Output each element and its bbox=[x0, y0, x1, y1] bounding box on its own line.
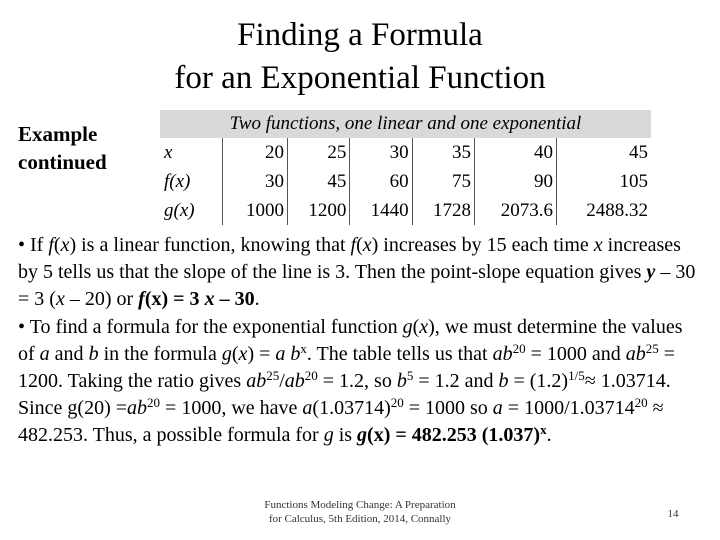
row-label: f(x) bbox=[164, 170, 191, 192]
example-label: Example continued bbox=[18, 122, 107, 174]
bullet-exponential: • To find a formula for the exponential function g(x), we must determine the values of a and b in the formula g(x) = a $b^x$. The table tells us that $ab^{20} = 1000$ and $ab^{25} = 1200$. Taking the ratio gives $ab^{25}/ab^{20} = 1.2$, so $b^5 = 1.2$ and $b = (1.2)^{1/5}\approx 1.03714$. Since $g(20) =ab^{20} = 1000$, we have $a(1.03714)^{20} = 1000$ so $a = 1000/1.03714^{20} \approx 482.253$. Thus, a possible formula for g is g(x) = 482.253 $(1.037)^x$. bbox=[18, 315, 683, 447]
table-cell: 60 bbox=[350, 167, 412, 196]
table-cell: 1200 bbox=[288, 196, 350, 225]
table-cell: 2073.6 bbox=[474, 196, 556, 225]
explanation-text bbox=[18, 232, 702, 450]
table-cell: 105 bbox=[556, 167, 651, 196]
title-line-1: Finding a Formula bbox=[237, 17, 483, 53]
table-cell: 2488.32 bbox=[556, 196, 651, 225]
table-cell: 45 bbox=[556, 138, 651, 167]
footer-line-2: for Calculus, 5th Edition, 2014, Connally bbox=[268, 513, 452, 525]
table-cell: 90 bbox=[474, 167, 556, 196]
page-number: 14 bbox=[667, 508, 679, 520]
table-cell: 40 bbox=[474, 138, 556, 167]
table-cell: 45 bbox=[288, 167, 350, 196]
title-line-2: for an Exponential Function bbox=[174, 60, 546, 96]
table-row-gx bbox=[160, 196, 651, 225]
table-cell: 1728 bbox=[412, 196, 474, 225]
table-cell: 20 bbox=[223, 138, 288, 167]
table-cell: 30 bbox=[223, 167, 288, 196]
table-cell: 35 bbox=[412, 138, 474, 167]
table-cell: 75 bbox=[412, 167, 474, 196]
bullet-linear: • If f(x) is a linear function, knowing that f(x) increases by 15 each time x increases by 5 tells us that the slope of the line is 3. Then the point-slope equation gives y – 30 = 3 (x – 20) or f(x) = 3 x – 30. bbox=[18, 234, 696, 311]
slide-footer bbox=[235, 498, 485, 526]
table-caption: Two functions, one linear and one exponential bbox=[160, 110, 651, 138]
function-table bbox=[160, 110, 651, 225]
table-cell: 1440 bbox=[350, 196, 412, 225]
table-cell: 30 bbox=[350, 138, 412, 167]
footer-line-1: Functions Modeling Change: A Preparation bbox=[264, 499, 456, 511]
table-row-fx bbox=[160, 167, 651, 196]
table-row-x bbox=[160, 138, 651, 167]
slide-title bbox=[0, 14, 720, 100]
values-table bbox=[160, 138, 651, 225]
table-cell: 1000 bbox=[223, 196, 288, 225]
table-cell: 25 bbox=[288, 138, 350, 167]
row-label: g(x) bbox=[164, 199, 195, 221]
row-label: x bbox=[164, 141, 173, 163]
